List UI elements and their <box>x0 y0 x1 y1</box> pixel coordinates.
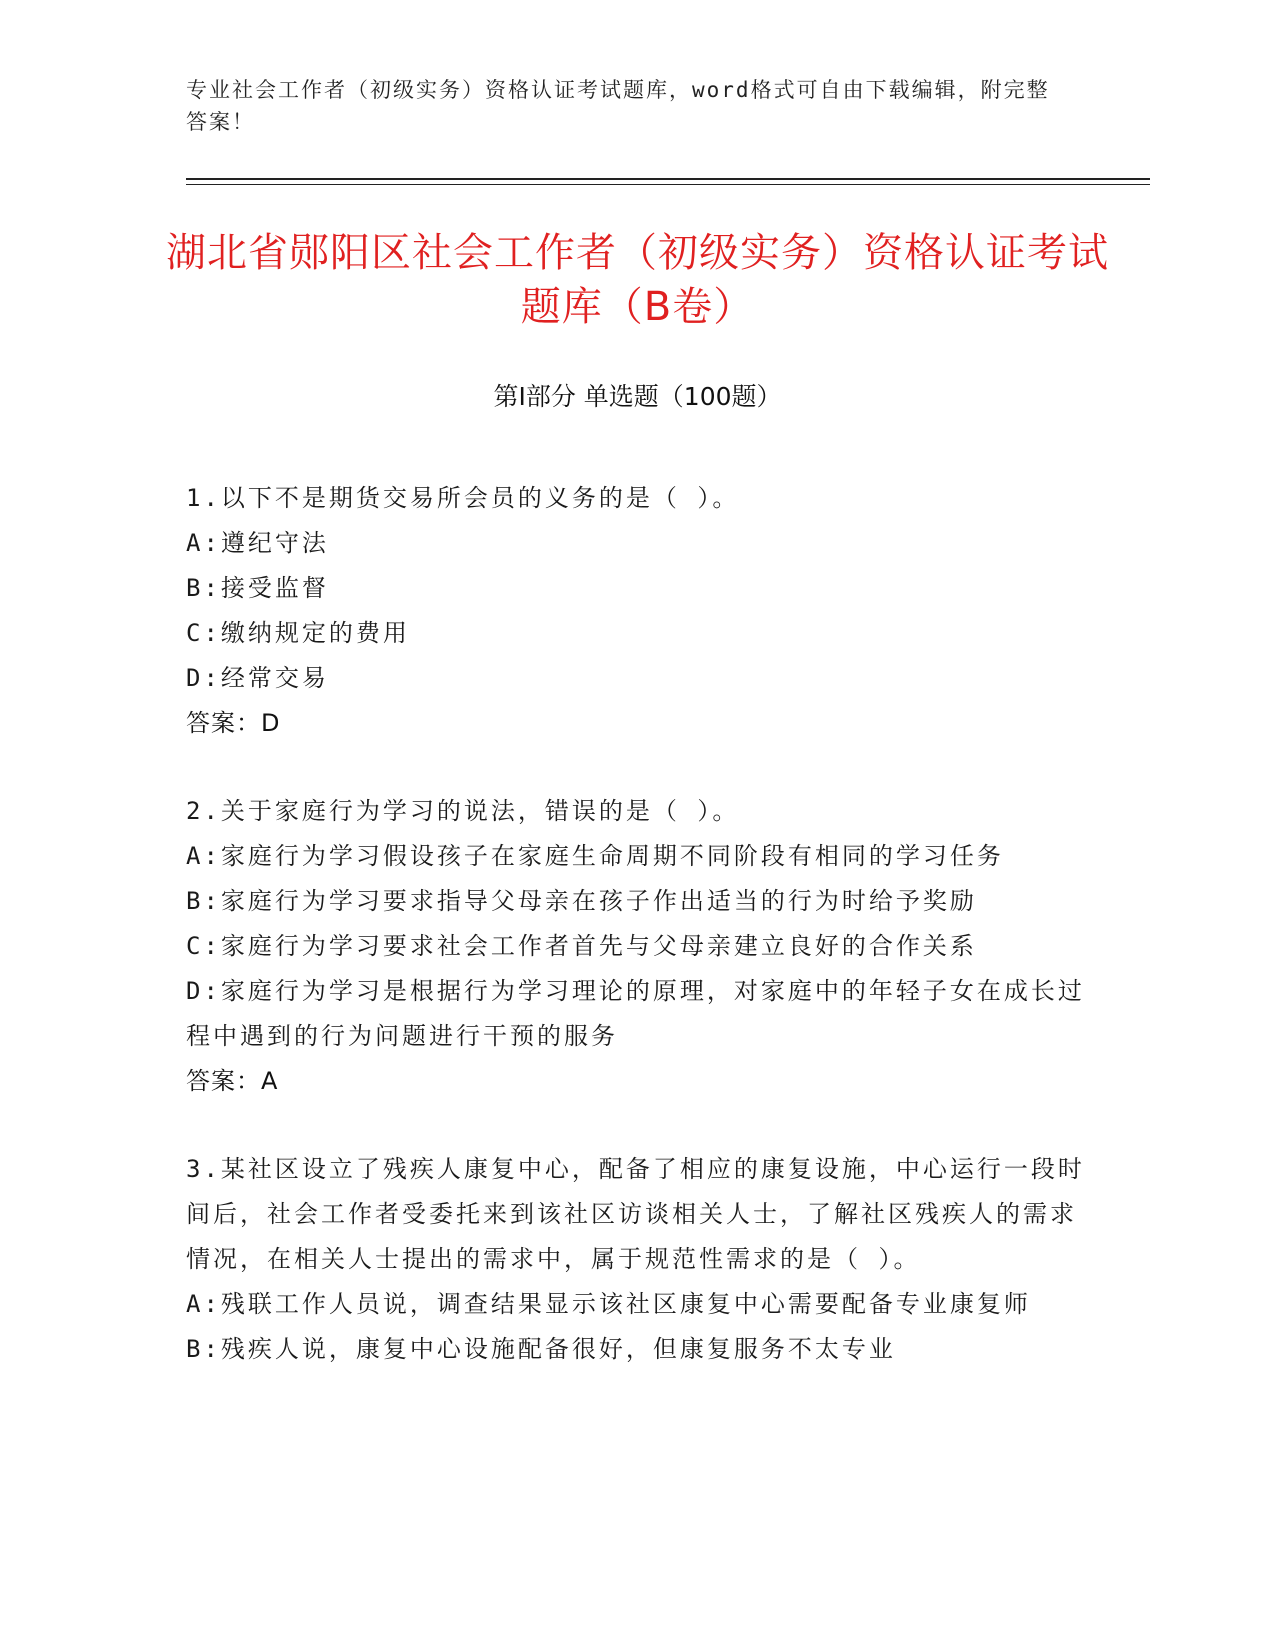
option-c: C:缴纳规定的费用 <box>186 619 410 647</box>
question-stem: 2.关于家庭行为学习的说法，错误的是（ ）。 <box>186 797 740 825</box>
document-title: 湖北省郧阳区社会工作者（初级实务）资格认证考试题库（B卷） <box>166 230 1109 330</box>
header-divider-thick <box>186 178 1150 180</box>
option-a: A:家庭行为学习假设孩子在家庭生命周期不同阶段有相同的学习任务 <box>186 842 1004 870</box>
option-c: C:家庭行为学习要求社会工作者首先与父母亲建立良好的合作关系 <box>186 932 977 960</box>
question-2 <box>186 789 1086 1104</box>
option-a: A:遵纪守法 <box>186 529 329 557</box>
question-list <box>186 476 1086 1415</box>
question-stem: 3.某社区设立了残疾人康复中心，配备了相应的康复设施，中心运行一段时间后，社会工作者受委托来到该社区访谈相关人士，了解社区残疾人的需求情况，在相关人士提出的需求中，属于规范性需求的是（ ）。 <box>186 1155 1085 1273</box>
option-b: B:家庭行为学习要求指导父母亲在孩子作出适当的行为时给予奖励 <box>186 887 977 915</box>
question-1 <box>186 476 1086 746</box>
question-3 <box>186 1147 1086 1372</box>
header-divider-thin <box>186 184 1150 185</box>
section-title: 第Ⅰ部分 单选题（100题） <box>493 382 782 411</box>
option-b: B:残疾人说，康复中心设施配备很好，但康复服务不太专业 <box>186 1335 896 1363</box>
option-b: B:接受监督 <box>186 574 329 602</box>
option-a: A:残联工作人员说，调查结果显示该社区康复中心需要配备专业康复师 <box>186 1290 1031 1318</box>
header-note: 专业社会工作者（初级实务）资格认证考试题库，word格式可自由下载编辑，附完整答案！ <box>186 78 1050 134</box>
answer: 答案：A <box>186 1067 279 1095</box>
option-d: D:家庭行为学习是根据行为学习理论的原理，对家庭中的年轻子女在成长过程中遇到的行为问题进行干预的服务 <box>186 977 1085 1050</box>
option-d: D:经常交易 <box>186 664 329 692</box>
question-stem: 1.以下不是期货交易所会员的义务的是（ ）。 <box>186 484 740 512</box>
answer: 答案：D <box>186 709 281 737</box>
